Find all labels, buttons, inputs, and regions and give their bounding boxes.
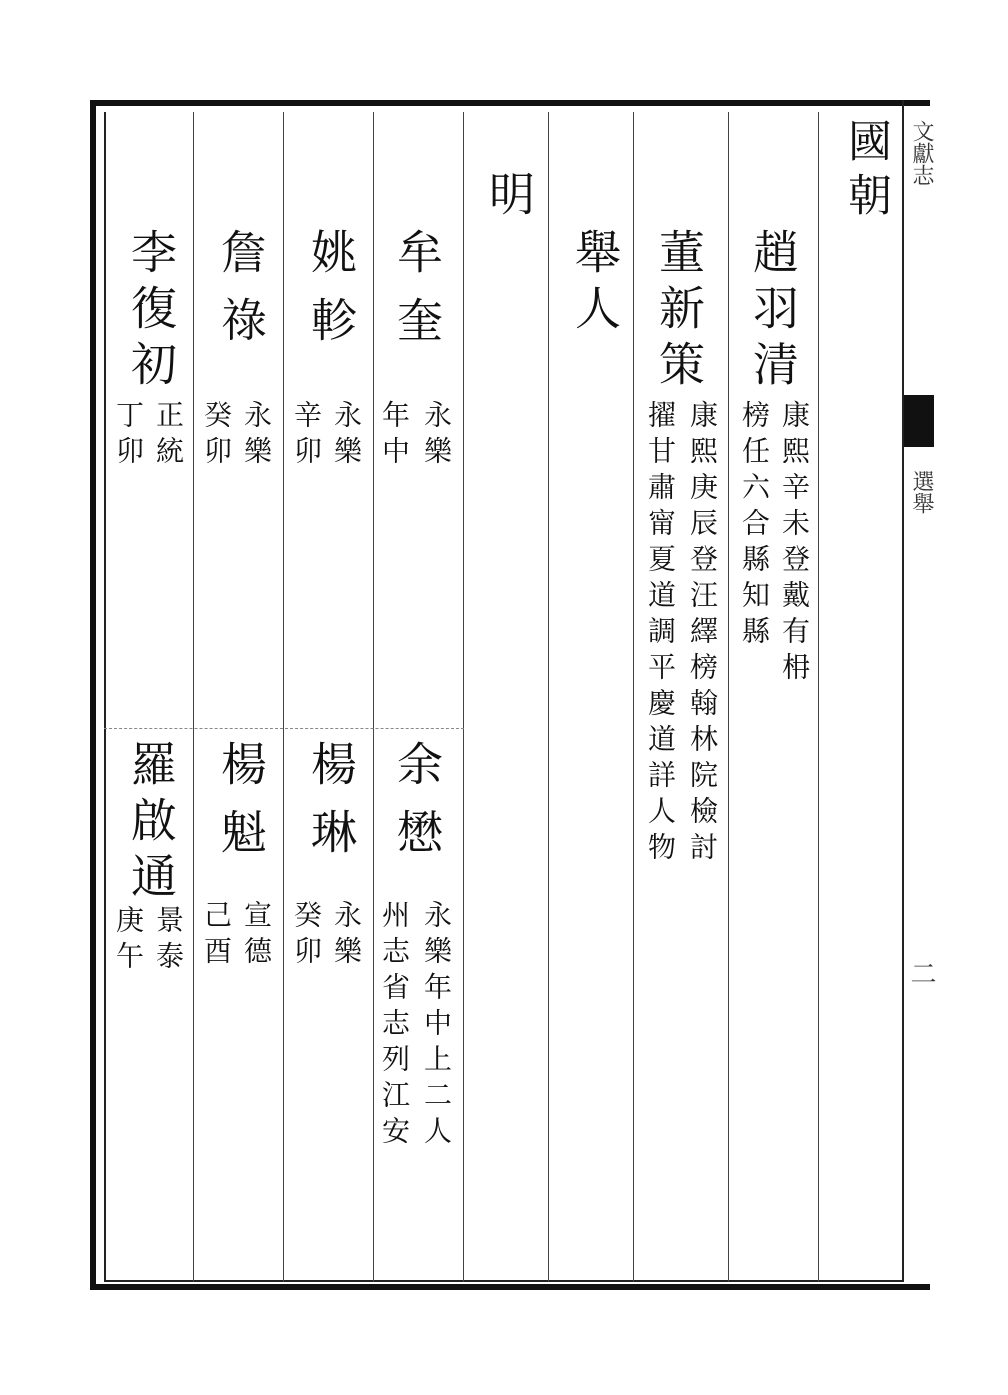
column-rule xyxy=(193,112,194,1282)
section-heading-ming: 明 xyxy=(482,170,536,226)
entry-name: 牟奎 xyxy=(390,228,444,364)
entry-note: 永樂 xyxy=(240,400,273,472)
entry-note: 康熙辛未登戴有枏 xyxy=(778,400,811,688)
page-number: 二 xyxy=(906,960,936,986)
banner-title: 文獻志 xyxy=(909,120,934,186)
entry-note: 景泰 xyxy=(152,905,185,977)
entry-note: 擢甘肅甯夏道調平慶道詳人物 xyxy=(644,400,677,868)
entry-note: 正統 xyxy=(152,400,185,472)
entry-name: 詹祿 xyxy=(214,228,268,364)
entry-name: 董新策 xyxy=(652,228,706,396)
entry-note: 年中 xyxy=(378,400,411,472)
entry-name: 趙羽清 xyxy=(746,228,800,396)
entry-note: 辛卯 xyxy=(290,400,323,472)
register-divider xyxy=(104,728,464,729)
entry-note: 己酉 xyxy=(200,900,233,972)
section-heading-guochao: 國朝 xyxy=(840,118,891,226)
entry-name: 余懋 xyxy=(390,740,444,876)
column-rule xyxy=(283,112,284,1282)
column-rule xyxy=(728,112,729,1282)
entry-name: 楊琳 xyxy=(304,740,358,876)
entry-name: 姚軫 xyxy=(304,228,358,364)
column-rule xyxy=(818,112,819,1282)
margin-banner xyxy=(902,100,938,1280)
entry-name: 楊魁 xyxy=(214,740,268,876)
entry-note: 榜任六合縣知縣 xyxy=(738,400,771,652)
fish-tail-mark xyxy=(904,395,934,447)
entry-name: 李復初 xyxy=(124,228,178,396)
entry-note: 永樂年中上二人 xyxy=(420,900,453,1152)
section-heading-juren: 舉人 xyxy=(568,228,622,340)
entry-note: 永樂 xyxy=(420,400,453,472)
column-rule xyxy=(548,112,549,1282)
column-rule xyxy=(633,112,634,1282)
entry-note: 永樂 xyxy=(330,400,363,472)
entry-name: 羅啟通 xyxy=(124,740,178,908)
entry-note: 癸卯 xyxy=(200,400,233,472)
banner-section: 選舉 xyxy=(909,470,934,514)
entry-note: 宣德 xyxy=(240,900,273,972)
entry-note: 丁卯 xyxy=(112,400,145,472)
entry-note: 庚午 xyxy=(112,905,145,977)
entry-note: 永樂 xyxy=(330,900,363,972)
column-rule xyxy=(373,112,374,1282)
column-rule xyxy=(463,112,464,1282)
entry-note: 州志省志列江安 xyxy=(378,900,411,1152)
entry-note: 癸卯 xyxy=(290,900,323,972)
entry-note: 康熙庚辰登汪繹榜翰林院檢討 xyxy=(686,400,719,868)
